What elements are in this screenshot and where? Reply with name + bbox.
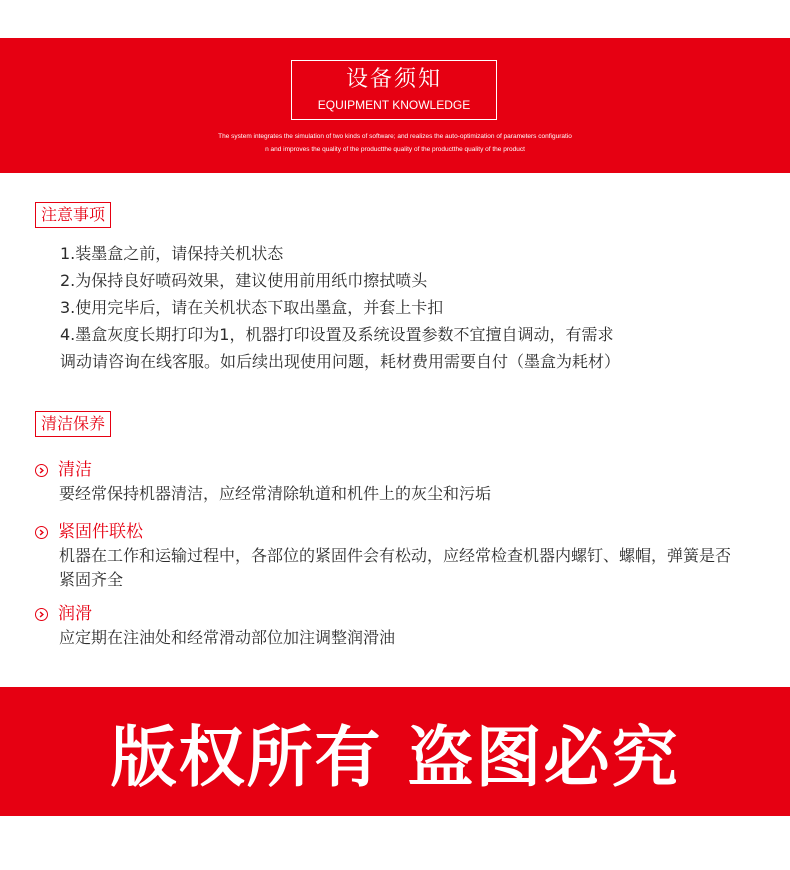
maintenance-item-title: 紧固件联松 bbox=[58, 522, 143, 542]
maintenance-item-title: 清洁 bbox=[58, 460, 92, 480]
maintenance-item-body: 要经常保持机器清洁，应经常清除轨道和机件上的灰尘和污垢 bbox=[59, 484, 492, 503]
banner-desc-line: n and improves the quality of the productthe quality of the productthe quality of the product bbox=[265, 146, 525, 153]
page-subtitle: EQUIPMENT KNOWLEDGE bbox=[317, 98, 471, 112]
title-box bbox=[291, 60, 497, 120]
maintenance-item-cleaning bbox=[35, 458, 755, 506]
notes-line: 4.墨盒灰度长期打印为1，机器打印设置及系统设置参数不宜擅自调动，有需求 bbox=[60, 325, 614, 344]
maintenance-item-body: 应定期在注油处和经常滑动部位加注调整润滑油 bbox=[59, 628, 396, 647]
copyright-notice: 版权所有 盗图必究 bbox=[110, 719, 680, 796]
banner-description bbox=[180, 130, 610, 156]
page-title: 设备须知 bbox=[345, 67, 442, 92]
maintenance-item-title: 润滑 bbox=[58, 604, 92, 624]
notes-line: 3.使用完毕后，请在关机状态下取出墨盒，并套上卡扣 bbox=[60, 298, 444, 317]
notes-list bbox=[60, 240, 620, 375]
maintenance-item-body: 机器在工作和运输过程中，各部位的紧固件会有松动，应经常检查机器内螺钉、螺帽，弹簧是否紧固齐全 bbox=[59, 546, 732, 589]
circle-arrow-right-icon bbox=[35, 526, 48, 539]
maintenance-item-fasteners bbox=[35, 520, 755, 592]
notes-line: 调动请咨询在线客服。如后续出现使用问题，耗材费用需要自付（墨盒为耗材） bbox=[60, 352, 621, 371]
notes-tag: 注意事项 bbox=[35, 202, 111, 228]
header-banner bbox=[0, 38, 790, 173]
maintenance-tag: 清洁保养 bbox=[35, 411, 111, 437]
footer-banner bbox=[0, 687, 790, 816]
notes-line: 1.装墨盒之前，请保持关机状态 bbox=[60, 244, 284, 263]
maintenance-item-lubrication bbox=[35, 602, 755, 650]
circle-arrow-right-icon bbox=[35, 464, 48, 477]
banner-desc-line: The system integrates the simulation of two kinds of software; and realizes the auto-optimization of parameters configuratio bbox=[218, 133, 572, 140]
circle-arrow-right-icon bbox=[35, 608, 48, 621]
notes-line: 2.为保持良好喷码效果，建议使用前用纸巾擦拭喷头 bbox=[60, 271, 428, 290]
